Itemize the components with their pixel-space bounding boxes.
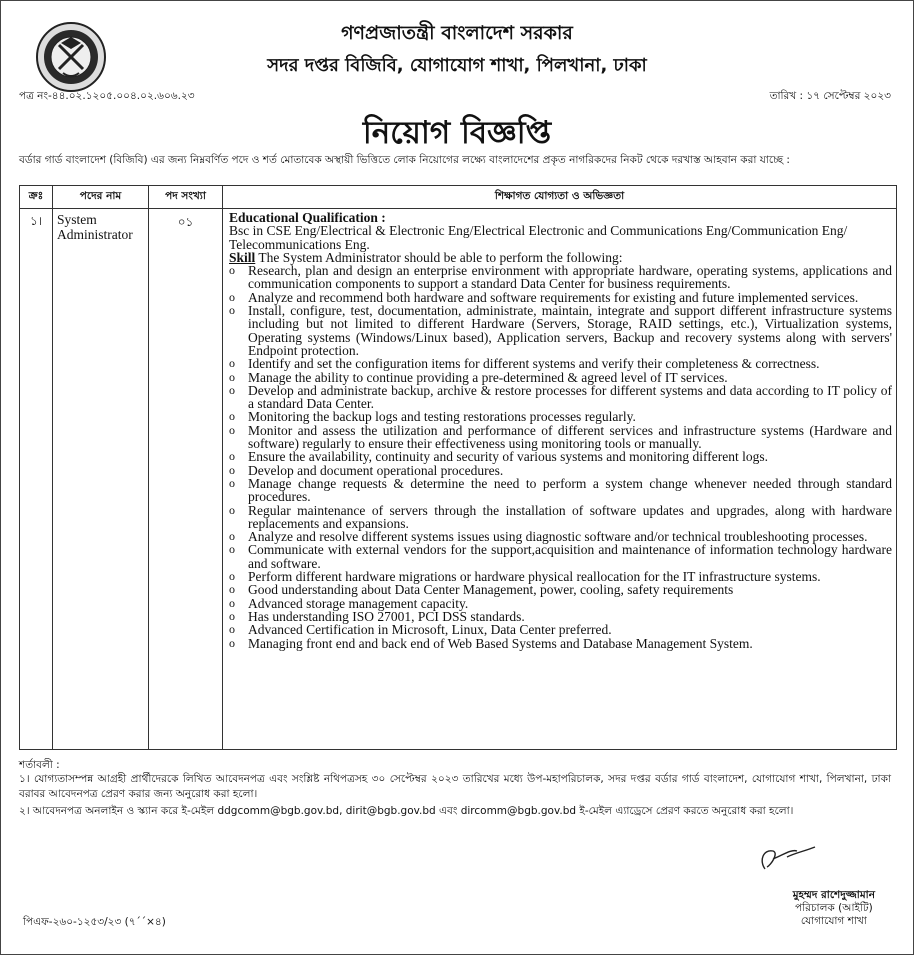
duty-text: Develop and document operational procedures. [248,462,504,478]
duty-text: Good understanding about Data Center Management, power, cooling, safety requirements [248,582,734,598]
bullet-icon: o [229,409,235,424]
duty-text: Monitoring the backup logs and testing restorations processes regularly. [248,409,636,425]
signatory-designation: পরিচালক (আইটি) [794,902,873,914]
notice-intro: বর্ডার গার্ড বাংলাদেশ (বিজিবি) এর জন্য নিম্নবর্ণিত পদে ও শর্ত মোতাবেক অস্থায়ী ভিত্তিতে লোক নিয়োগের লক্ষ্যে বাংলাদেশের প্রকৃত নাগরিকদের নিকট থেকে দরখাস্ত আহবান করা যাচ্ছে : [19,154,790,166]
terms-heading: শর্তাবলী : [19,759,60,771]
bullet-icon: o [229,635,235,650]
table-header-row [20,186,897,209]
duty-item [229,504,892,531]
duty-item [229,304,892,357]
row-post-name: System Administrator [53,209,149,750]
duty-text: Install, configure, test, documentation, administrate, maintain, integrate and support different infrastructure systems including but not limited to different Hardware (Servers, Storage, RAID settings, etc.), Virtualization systems, Operating systems (Windows/Linux based), Application servers, Backup and recovery systems along with servers' Endpoint protection. [248,303,892,358]
bullet-icon: o [229,502,235,517]
duty-text: Perform different hardware migrations or hardware physical reallocation for the IT infrastructure systems. [248,569,821,585]
office-title: সদর দপ্তর বিজিবি, যোগাযোগ শাখা, পিলখানা, ঢাকা [267,55,647,76]
bullet-icon: o [229,356,235,371]
duty-item [229,543,892,570]
skill-label: Skill [229,249,256,265]
duty-text: Managing front end and back end of Web Based Systems and Database Management System. [248,635,753,651]
duty-item [229,637,892,650]
row-serial: ১। [20,209,53,750]
duty-item [229,464,892,477]
signatory-name: মুহম্মদ রাশেদুজ্জামান [792,889,875,901]
duty-item [229,384,892,411]
bullet-icon: o [229,303,235,318]
bullet-icon: o [229,622,235,637]
duty-text: Advanced storage management capacity. [248,595,469,611]
header-qualification: শিক্ষাগত যোগ্যতা ও অভিজ্ঞতা [223,186,897,209]
handwritten-signature [753,843,825,873]
header-post-name: পদের নাম [53,186,149,209]
duty-text: Identify and set the configuration items for different systems and verify their completeness & correctness. [248,356,820,372]
duty-text: Regular maintenance of servers through the installation of software updates and upgrades, along with hardware replacements and expansions. [248,502,892,531]
duty-item [229,424,892,451]
duty-item [229,357,892,370]
bullet-icon: o [229,382,235,397]
reference-number: পত্র নং-৪৪.০২.১২০৫.০০৪.০২.৬০৬.২৩ [19,90,195,102]
duty-text: Advanced Certification in Microsoft, Linux, Data Center preferred. [248,622,612,638]
duty-text: Research, plan and design an enterprise environment with appropriate hardware, operating systems, applications and communication components to support a standard Data Center for business requirements. [248,263,892,292]
skill-line [229,251,892,264]
bullet-icon: o [229,369,235,384]
duty-item [229,597,892,610]
duty-text: Analyze and recommend both hardware and software requirements for existing and future implemented services. [248,289,859,305]
signatory-branch: যোগাযোগ শাখা [800,915,867,927]
duty-item [229,570,892,583]
bullet-icon: o [229,422,235,437]
table-row [20,209,897,750]
term-item: ১। যোগ্যতাসম্পন্ন আগ্রহী প্রার্থীদেরকে লিখিত আবেদনপত্র এবং সংশ্লিষ্ট নথিপত্রসহ ৩০ সেপ্টেম্বর ২০২৩ তারিখের মধ্যে উপ-মহাপরিচালক, সদর দপ্তর বর্ডার গার্ড বাংলাদেশ, যোগাযোগ শাখা, পিলখানা, ঢাকা বরাবর আবেদনপত্র প্রেরণ করার জন্য অনুরোধ করা হলো। [19,773,891,800]
duty-item [229,530,892,543]
duty-item [229,610,892,623]
bullet-icon: o [229,289,235,304]
duty-text: Has understanding ISO 27001, PCI DSS standards. [248,608,525,624]
duty-item [229,477,892,504]
duty-item [229,291,892,304]
bullet-icon: o [229,569,235,584]
duty-text: Communicate with external vendors for the support,acquisition and maintenance of information technology hardware and software. [248,542,892,571]
bullet-icon: o [229,529,235,544]
notice-title: নিয়োগ বিজ্ঞপ্তি [362,115,552,151]
bullet-icon: o [229,449,235,464]
bullet-icon: o [229,462,235,477]
bullet-icon: o [229,475,235,490]
bullet-icon: o [229,608,235,623]
bullet-icon: o [229,595,235,610]
header-serial: ক্রঃ [20,186,53,209]
duty-item [229,410,892,423]
bullet-icon: o [229,582,235,597]
duty-text: Analyze and resolve different systems issues using diagnostic software and/or technical troubleshooting processes. [248,529,868,545]
row-post-count: ০১ [149,209,223,750]
duty-item [229,371,892,384]
duty-text: Manage change requests & determine the need to perform a system change whenever needed through standard procedures. [248,475,892,505]
term-item: ২। আবেদনপত্র অনলাইন ও স্ক্যান করে ই-মেইল ddgcomm@bgb.gov.bd, dirit@bgb.gov.bd এবং dircomm@bgb.gov.bd ই-মেইল এ্যাড্রেসে প্রেরণ করতে অনুরোধ করা হলো। [19,805,794,817]
signatory-block [793,889,875,928]
duties-list [229,264,892,650]
issue-date: তারিখ : ১৭ সেপ্টেম্বর ২০২৩ [769,90,891,102]
duty-item [229,264,892,291]
vacancy-table [19,185,897,750]
print-code: পিএফ-২৬০-১২৫৩/২৩ (৭´´×৪) [23,916,166,928]
duty-text: Develop and administrate backup, archive & restore processes for different systems and data according to IT policy of a standard Data Center. [248,382,892,412]
skill-text: The System Administrator should be able to perform the following: [255,249,623,265]
duty-text: Ensure the availability, continuity and security of various systems and monitoring different logs. [248,449,769,465]
government-title: গণপ্রজাতন্ত্রী বাংলাদেশ সরকার [341,22,573,44]
bullet-icon: o [229,263,235,278]
bullet-icon: o [229,542,235,557]
duty-item [229,450,892,463]
duty-text: Monitor and assess the utilization and performance of different services and infrastructure systems (Hardware and software) regularly to ensure their effectiveness using monitoring tools or manually. [248,422,892,452]
duty-item [229,583,892,596]
duty-text: Manage the ability to continue providing a pre-determined & agreed level of IT services. [248,369,728,385]
header-post-count: পদ সংখ্যা [149,186,223,209]
qualification-text: Bsc in CSE Eng/Electrical & Electronic Eng/Electrical Electronic and Communications Eng/Communication Eng/ Telecommunications Eng. [229,223,848,252]
row-qualification [223,209,897,750]
duty-item [229,623,892,636]
qualification-heading: Educational Qualification : [229,210,386,225]
